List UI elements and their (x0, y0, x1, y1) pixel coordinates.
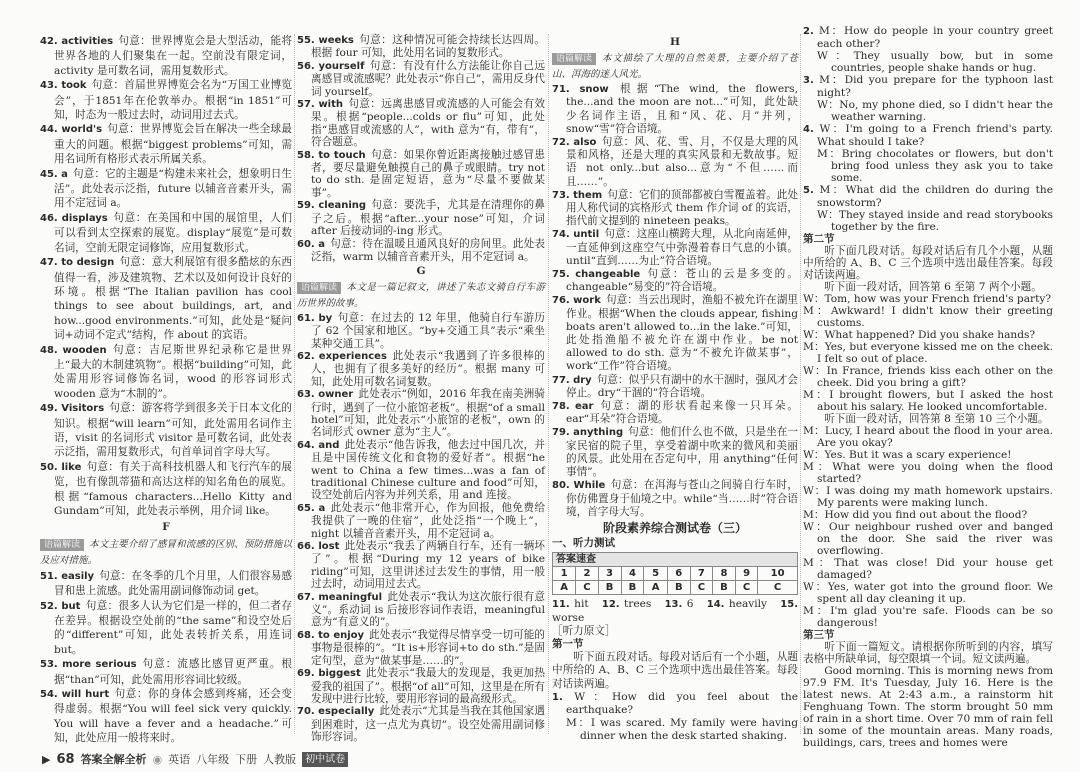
item-explanation: 根据“The wind, the flowers, the...and the moon are not...”可知，此处缺少名词作主语，且和“风、花、月”并列，snow“雪”符合语境。 (566, 83, 798, 135)
item-explanation: 此处表示“我遇到了许多很棒的人，也拥有了很多美好的经历”。根据 many 可知，此处用可数名词复数。 (311, 349, 545, 388)
item-answer: activities (61, 36, 114, 47)
column-2 (297, 34, 545, 744)
item-answer: a (318, 238, 325, 250)
dialogue-line: W：Yes, water got into the ground floor. We spent all day cleaning it up. (803, 581, 1053, 605)
item-number: 11. (552, 599, 570, 611)
dialogue-text: W：How did you feel about the earthquake? (566, 690, 798, 716)
answer-item (40, 34, 292, 78)
item-answer: also (573, 137, 597, 149)
item-explanation: 句意：在过去的 12 年里，他骑自行车游历了 62 个国家和地区。“by+交通工具”表示“乘坐某种交通工具”。 (311, 311, 545, 350)
answer-item (552, 426, 798, 479)
fill-answer: hit (574, 598, 589, 611)
item-answer: biggest (318, 668, 361, 680)
column-3 (552, 34, 798, 744)
triangle-icon: ▶ (42, 753, 51, 766)
item-explanation: 句意：在冬季的几个月里，人们很容易感冒和患上流感。此处需用副词修饰动词 get。 (54, 569, 292, 598)
dialogue-line: W：They stayed inside and read storybooks together by the fire. (817, 209, 1053, 233)
item-explanation: 句意：他们什么也不做，只是坐在一家民宿的院子里，享受着湖中吹来的微风和美丽的风景。此处用在否定句中，用 anything“任何事情”。 (566, 426, 799, 479)
answer-item (552, 228, 798, 268)
item-explanation: 句意：这座山横跨大理，从北向南延伸，一直延伸到这座空气中弥漫着春日气息的小镇。until“直到……为止”符合语境。 (566, 228, 798, 267)
question-number: 4 (621, 567, 644, 581)
item-number: 63. (297, 389, 315, 401)
question-number: 7 (690, 567, 712, 581)
section-heading: 第一节 (552, 637, 584, 650)
item-answer: anything (573, 427, 624, 439)
answer-item (40, 255, 292, 342)
item-answer: yourself (318, 60, 365, 72)
item-explanation: 句意：意大利展馆有很多酷炫的东西值得一看，涉及建筑物、艺术以及如何设计良好的环境。根据“The Italian pavilion has cool things to see about buildings, art, and how...good environments.”可知，此处是“疑问词+动词不定式”结构，作 about 的宾语。 (54, 256, 292, 342)
item-explanation: 句意：有关于高科技机器人和飞行汽车的展览，也有像凯蒂猫和高达这样的知名角色的展览。根据“famous characters...Hello Kitty and Gundam”可知，此处表示举例，用介词 like。 (54, 460, 293, 517)
item-number: 59. (297, 200, 315, 212)
dialogue-line: W：In France, friends kiss each other on the cheek. Did you bring a gift? (803, 365, 1053, 389)
item-number: 74. (552, 229, 570, 241)
item-explanation: 句意：在美国和中国的展馆里，人们可以看到太空探索的展览。display“展览”是可数名词，空前无限定词修饰，应用复数形式。 (54, 211, 292, 254)
item-explanation: 此处表示“尤其是当我在其他国家遇到困难时，这一点尤为真切”。设空处需用副词修饰形容词。 (311, 705, 545, 744)
item-explanation: 句意：它的主题是“构建未来社会，想象明日生活”。此处表示泛指，future 以辅音音素开头，需用不定冠词 a。 (54, 167, 292, 210)
item-explanation: 句意：如果你曾近距离接触过感冒患者，要尽量避免触摸自己的鼻子或眼睛。try not to do sth. 是固定短语，意为“尽量不要做某事”。 (311, 148, 546, 199)
item-answer: ear (574, 401, 594, 413)
item-answer: lost (318, 541, 340, 553)
edition: 人教版 (263, 753, 297, 766)
fill-answer: heavily (728, 598, 768, 611)
answer-item (552, 268, 798, 294)
answer-item (297, 540, 545, 591)
item-number: 48. (40, 344, 58, 356)
answer-item (297, 34, 545, 60)
item-explanation: 句意：远离患感冒或流感的人可能会有效果。根据“people...colds or flu”可知，此处指“患感冒或流感的人”，with 意为“有，带有”，符合题意。 (311, 98, 545, 149)
dialogue-text: M：What did the children do during the snowstorm? (817, 184, 1053, 209)
dialogue-line: W：Yes. But it was a scary experience! (803, 449, 1012, 461)
item-answer: experiences (318, 350, 387, 362)
dialogue-line: W：Our neighbour rushed over and banged on the door. She said the river was overflowing. (803, 521, 1053, 557)
item-answer: like (61, 461, 82, 473)
dialogue-line: M：How did you find out about the flood? (803, 509, 1028, 521)
item-answer: a (61, 168, 68, 180)
column-divider (294, 34, 295, 734)
dialogue-text: M：Did you prepare for the typhoon last night? (817, 74, 1053, 99)
answer-cell: C (758, 581, 798, 595)
item-answer: to design (61, 257, 115, 269)
section-letter: H (669, 36, 680, 48)
answer-item (40, 122, 292, 166)
paragraph: 听下面一段对话，回答第 6 至第 7 两个小题。 (824, 281, 1042, 293)
item-number: 70. (297, 706, 315, 718)
dialogue-line (803, 74, 1053, 99)
item-number: 73. (552, 189, 570, 201)
dialogue-text: M：How do people in your country greet each other? (817, 25, 1053, 50)
item-explanation: 句意：当云出现时，渔船不被允许在湖里作业。根据“When the clouds appear, fishing boats aren't allowed to...in the lake.”可知，此处指渔船不被允许在湖中作业。be not allowed to do sth. 意为“不被允许做某事”，work“工作”符合语境。 (566, 294, 798, 373)
answer-cell: C (735, 581, 757, 595)
item-answer: to touch (318, 149, 366, 161)
question-number: 6 (667, 567, 690, 581)
section-letter: F (162, 521, 170, 534)
answer-item (40, 460, 292, 519)
answer-item (297, 591, 545, 629)
item-number: 5. (803, 185, 814, 196)
volume: 下册 (235, 753, 258, 766)
item-number: 71. (552, 84, 570, 96)
item-explanation: 句意：很多人认为它们是一样的，但二者存在差异。根据设空处前的“the same”和设空处后的“different”可知，此处表转折关系，用连词 but。 (54, 599, 293, 656)
answer-item (40, 167, 292, 211)
answer-item (297, 502, 545, 540)
answer-item (297, 149, 545, 200)
answer-cell: B (621, 581, 644, 595)
question-number: 2 (576, 567, 598, 581)
answer-item (552, 294, 798, 373)
number-row (553, 567, 798, 581)
item-explanation: 此处表示“他非常开心，作为回报，他免费给我提供了一晚的住宿”，此处泛指“一个晚上”，night 以辅音音素开头，用不定冠词 a。 (311, 501, 545, 540)
answer-table (552, 552, 798, 595)
answer-item (552, 400, 798, 426)
item-explanation: 句意：世界博览会是大型活动，能将世界各地的人们聚集在一起。空前没有限定词，activity 是可数名词，需用复数形式。 (54, 35, 292, 77)
answer-item (552, 83, 798, 136)
answer-item (40, 687, 292, 746)
item-number: 50. (40, 461, 58, 473)
item-number: 42. (40, 36, 58, 47)
item-number: 52. (40, 600, 58, 612)
item-number: 2. (803, 26, 814, 37)
paragraph: Good morning. This is morning news from 97.9 FM. It's Tuesday, July 16. Here is the latest news. At 2:43 a.m., a rainstorm hit Fenghuang Town. The storm brought 50 mm of rain in a short time. Over 70 mm of rain fell in some of the mountain areas. Many roads, buildings, cars, trees and homes were (803, 665, 1053, 749)
subject: 英语 (168, 753, 191, 766)
item-number: 69. (297, 668, 315, 680)
item-explanation: 句意：有没有什么方法能让你自己远离感冒或流感呢？此处表示“你自己”，需用反身代词 yourself。 (311, 59, 545, 98)
item-explanation: 句意：要洗手，尤其是在清理你的鼻子之后。根据“after...your nose”可知，介词 after 后接动词的-ing 形式。 (311, 199, 546, 238)
answer-cell: C (576, 581, 598, 595)
answer-cell: A (553, 581, 576, 595)
item-explanation: 句意：待在温暖且通风良好的房间里。此处表泛指，warm 以辅音音素开头，用不定冠词 a。 (311, 237, 545, 263)
item-number: 77. (552, 374, 570, 386)
item-answer: wooden (62, 344, 107, 356)
dialogue-line (803, 25, 1053, 50)
passage-badge: 语篇解读 (40, 539, 84, 551)
table-caption: 答案速查 (553, 553, 798, 567)
column-divider (548, 34, 549, 734)
fill-answer: 6 (686, 598, 694, 611)
column-1 (40, 34, 292, 746)
answer-cell: A (644, 581, 667, 595)
item-answer: especially (318, 706, 375, 718)
item-answer: and (318, 439, 340, 451)
series-tag: 初中试卷 (302, 752, 348, 767)
item-number: 13. (664, 599, 683, 611)
item-number: 62. (297, 350, 315, 362)
item-explanation: 句意：你的身体会感到疼痛，还会变得虚弱。根据“You will feel sick very quickly. You will have a fever and a headache.”可知，此处应用一般将来时。 (54, 688, 293, 745)
item-explanation: 句意：流感比感冒更严重。根据“than”可知，此处需用形容词比较级。 (54, 658, 292, 686)
item-answer: Visitors (61, 403, 105, 415)
item-explanation: 此处表示“我觉得尽情享受一切可能的事物是很棒的”。“It is+形容词+to do sth.”是固定句型，意为“做某事是……的”。 (311, 628, 545, 667)
fill-answer: worse (552, 611, 585, 624)
item-number: 66. (297, 541, 315, 553)
summary-text: 本文是一篇记叙文，讲述了朱志文骑自行车游历世界的故事。 (297, 281, 545, 309)
item-answer: changeable (575, 269, 641, 281)
answer-row (553, 581, 798, 595)
item-answer: cleaning (318, 200, 367, 212)
item-explanation: 此处表示“例如，2016 年我在南美洲骑行时，遇到了一位小旅馆老板”。根据“of a small hotel”可知，此处表示“小旅馆的老板”，own 的名词形式 owner 意为“主人”。 (311, 388, 545, 439)
dialogue-line: M：Bring chocolates or flowers, but don't bring food unless they ask you to take some. (817, 148, 1053, 184)
question-number: 5 (644, 567, 667, 581)
item-number: 64. (297, 439, 315, 451)
answer-cell: B (712, 581, 735, 595)
dialogue-line (552, 691, 798, 717)
answer-item (297, 238, 545, 264)
item-number: 57. (297, 99, 315, 111)
item-answer: them (573, 189, 603, 201)
item-explanation: 句意：这种情况可能会持续长达四周。根据 four 可知，此处用名词的复数形式。 (311, 34, 546, 60)
answer-item (297, 312, 545, 350)
book-title: 答案全解全析 (80, 753, 147, 766)
item-number: 14. (706, 599, 725, 611)
item-answer: owner (318, 389, 354, 401)
item-number: 60. (297, 238, 315, 250)
passage-summary (297, 280, 545, 312)
item-answer: snow (579, 84, 609, 96)
item-number: 67. (297, 591, 315, 603)
answer-cell: B (598, 581, 621, 595)
item-number: 53. (40, 659, 58, 671)
passage-summary (40, 537, 292, 569)
item-explanation: 句意：在洱海与苍山之间骑自行车时，你仿佛置身于仙境之中。while“当……时”符合语境，首字母大写。 (566, 479, 799, 518)
answer-item (297, 388, 545, 439)
question-number: 10 (758, 567, 798, 581)
item-answer: work (573, 295, 601, 307)
item-explanation: 句意：世界博览会旨在解决一些全球最重大的问题。根据“biggest problems”可知，需用名词所有格形式表示所属关系。 (54, 123, 292, 166)
sound-icon: ◉ (152, 753, 163, 766)
dialogue-line: W：They usually bow, but in some countries, people shake hands or hug. (817, 50, 1053, 74)
item-number: 78. (552, 401, 570, 413)
item-number: 43. (40, 80, 58, 92)
item-answer: until (573, 229, 600, 241)
item-number: 45. (40, 168, 58, 180)
answer-item (552, 136, 798, 189)
test-title: 阶段素养综合测试卷（三） (602, 520, 747, 535)
dialogue-line (803, 184, 1053, 209)
paragraph: 听下面几段对话。每段对话后有几个小题，从题中所给的 A、B、C 三个选项中选出最佳答案。每段对话读两遍。 (803, 245, 1053, 281)
item-number: 54. (40, 689, 58, 701)
item-number: 3. (803, 75, 814, 86)
answer-item (40, 569, 292, 599)
item-explanation: 句意：湖的形状看起来像一只耳朵。ear“耳朵”符合语境。 (566, 400, 798, 426)
caption-row (553, 553, 798, 567)
item-explanation: 此处表示“我最大的发现是，我更加热爱我的祖国了”。根据“of all”可知，这里是在所有发现中进行比较，要用形容词的最高级形式。 (311, 667, 545, 705)
dialogue-line: M：Awkward! I didn't know their greeting customs. (803, 305, 1053, 329)
summary-text: 本文描绘了大理的自然美景，主要介绍了苍山、洱海的迷人风光。 (552, 53, 798, 81)
section-heading: 第二节 (803, 233, 835, 245)
answer-item (297, 629, 545, 667)
answer-item (552, 374, 798, 400)
column-divider (800, 34, 801, 734)
answer-item (552, 479, 798, 519)
item-explanation: 句意：游客将学到很多关于日本文化的知识。根据“will learn”可知，此处需用名词作主语，visit 的名词形式 visitor 是可数名词，此处表示泛指，需用复数形式，句首单词首字母大写。 (54, 402, 292, 459)
dialogue-text: W：I'm going to a French friend's party. What should I take? (817, 123, 1053, 148)
dialogue-line: M：That was close! Did your house get damaged? (803, 557, 1053, 581)
answer-item (297, 705, 545, 743)
item-answer: dry (573, 374, 592, 386)
item-answer: displays (61, 212, 108, 224)
item-answer: by (318, 312, 333, 324)
item-answer: weeks (318, 35, 354, 46)
dialogue-line (803, 123, 1053, 148)
answer-item (552, 189, 798, 229)
item-answer: but (61, 600, 81, 612)
passage-badge: 语篇解读 (552, 53, 596, 65)
item-number: 51. (40, 570, 58, 582)
page-number: 68 (56, 752, 75, 767)
item-explanation: 句意：吉尼斯世界纪录称它是世界上“最大的木制建筑物”。根据“building”可知，此处需用形容词修饰名词，wood 的形容词形式 wooden 意为“木制的”。 (54, 343, 293, 400)
column-4 (803, 25, 1053, 749)
item-explanation: 此处表示“我认为这次旅行很有意义”。系动词 is 后接形容词作表语，meaningful 意为“有意义的”。 (311, 590, 545, 629)
dialogue-line: M：What were you doing when the flood started? (803, 461, 1053, 485)
item-number: 61. (297, 312, 315, 324)
question-number: 3 (598, 567, 621, 581)
dialogue-line: W：What happened? Did you shake hands? (803, 329, 1036, 341)
grade: 八年级 (196, 753, 230, 766)
item-answer: While (573, 480, 606, 492)
item-number: 80. (552, 480, 570, 492)
item-answer: easily (61, 570, 95, 582)
paragraph: 听下面一篇短文。请根据你所听到的内容，填写表格中所缺单词，每空限填一个词。短文读两遍。 (803, 641, 1053, 665)
paragraph: 听下面一段对话，回答第 8 至第 10 三个小题。 (824, 413, 1049, 425)
label: ［听力原文］ (552, 624, 616, 637)
item-number: 44. (40, 124, 58, 136)
item-number: 65. (297, 502, 315, 514)
answer-item (297, 350, 545, 388)
dialogue-line: M：I'm glad you're safe. Floods can be so dangerous! (803, 605, 1053, 629)
summary-text: 本文主要介绍了感冒和流感的区别、预防措施以及应对措施。 (40, 538, 292, 566)
item-number: 55. (297, 35, 315, 46)
answer-item (297, 667, 545, 705)
passage-badge: 语篇解读 (297, 282, 341, 294)
item-answer: meaningful (318, 591, 383, 603)
answer-cell: B (667, 581, 690, 595)
fill-answers (552, 598, 798, 624)
item-explanation: 句意：苍山的云是多变的。changeable“易变的”符合语境。 (566, 268, 799, 294)
item-number: 4. (803, 124, 814, 135)
item-number: 46. (40, 212, 58, 224)
dialogue-line: W：I was doing my math homework upstairs. My parents were making lunch. (803, 485, 1053, 509)
item-explanation: 句意：似乎只有湖中的水干涸时，强风才会停止。dry“干涸的”符合语境。 (566, 373, 798, 399)
item-number: 79. (552, 427, 570, 439)
section-heading: 一、听力测试 (552, 537, 615, 550)
answer-item (40, 211, 292, 255)
item-number: 15. (780, 599, 799, 611)
dialogue-line: M：Yes, but everyone kissed me on the cheek. I felt so out of place. (803, 341, 1053, 365)
item-number: 58. (297, 149, 315, 161)
dialogue-line: M：I was scared. My family were having dinner when the desk started shaking. (566, 717, 798, 743)
fill-answer: trees (624, 598, 652, 611)
item-explanation: 此处表示“我丢了两辆自行车，还有一辆坏了”。根据“During my 12 years of bike riding”可知，这里讲述过去发生的事情，用一般过去时，动词用过去式。 (311, 540, 545, 591)
section-heading: 第三节 (803, 629, 835, 641)
page-footer (42, 752, 348, 767)
passage-summary (552, 51, 798, 83)
answer-cell: C (690, 581, 712, 595)
item-number: 75. (552, 269, 570, 281)
answer-item (297, 199, 545, 237)
item-number: 68. (297, 629, 315, 641)
question-number: 1 (553, 567, 576, 581)
item-explanation: 句意：风、花、雪、月，不仅是大理的风景和风格，还是大理的真实风景和无数故事。短语 not only...but also...意为“不但……而且……”。 (566, 136, 798, 188)
answer-item (40, 78, 292, 122)
answer-item (297, 98, 545, 149)
item-number: 49. (40, 403, 58, 415)
item-number: 47. (40, 257, 58, 269)
item-explanation: 此处表示“他告诉我，他去过中国几次，并且是中国传统文化和食物的爱好者”。根据“he went to China a few times...was a fan of traditional Chinese culture and food”可知，设空处前后内容为并列关系，用 and 连接。 (311, 438, 545, 502)
answer-item (40, 343, 292, 402)
item-answer: took (61, 80, 87, 92)
item-answer: more serious (62, 659, 137, 671)
item-number: 76. (552, 295, 570, 307)
item-answer: world's (61, 124, 103, 136)
answer-item (297, 439, 545, 502)
dialogue-line: M：Lucy, I heard about the flood in your area. Are you okay? (803, 425, 1053, 449)
item-explanation: 句意：首届世界博览会名为“万国工业博览会”，于1851年在伦敦举办。根据“in 1851”可知，时态为一般过去时，动词用过去式。 (54, 79, 292, 122)
item-number: 56. (297, 60, 315, 72)
answer-item (40, 401, 292, 460)
item-answer: a (318, 502, 326, 514)
item-number: 12. (601, 599, 620, 611)
answer-item (40, 599, 292, 658)
answer-item (40, 657, 292, 687)
item-answer: to enjoy (318, 629, 365, 641)
item-explanation: 句意：它们的顶部都被白雪覆盖着。此处用人称代词的宾格形式 them 作介词 of 的宾语，指代前文提到的 nineteen peaks。 (566, 188, 798, 228)
dialogue-line: W：No, my phone died, so I didn't hear the weather warning. (817, 99, 1053, 123)
answer-item (297, 60, 545, 98)
item-number: 72. (552, 137, 570, 149)
item-number: 1. (552, 691, 563, 703)
question-number: 9 (735, 567, 757, 581)
paragraph: 听下面五段对话。每段对话后有一个小题，从题中所给的 A、B、C 三个选项中选出最佳答案。每段对话读两遍。 (552, 651, 798, 690)
item-answer: will hurt (61, 689, 110, 701)
item-answer: with (318, 99, 344, 111)
dialogue-line: W：Tom, how was your French friend's party? (803, 293, 1052, 305)
question-number: 8 (712, 567, 735, 581)
dialogue-line: M：I brought flowers, but I asked the host about his salary. He looked uncomfortable. (803, 389, 1053, 413)
section-letter: G (416, 265, 426, 278)
